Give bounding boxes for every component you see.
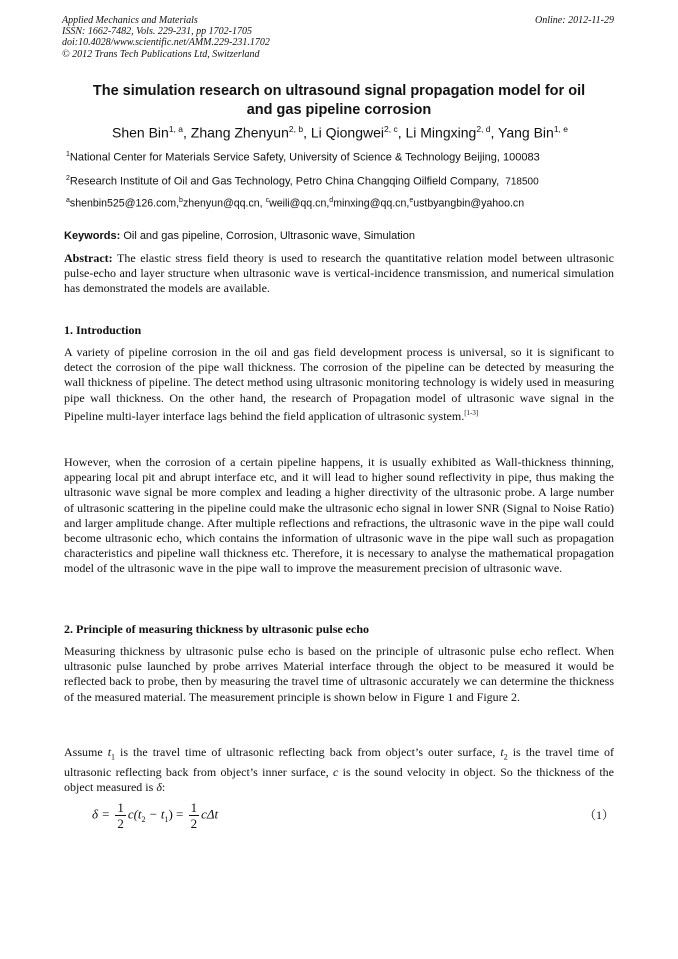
equation-number: （1） [584,808,615,822]
intro-paragraph-1: A variety of pipeline corrosion in the oil and gas field development process is universal, so it is significant to detect the corrosion of the pipe wall thickness. The corrosion of the pipeline can be detected by measuring the wall thickness of pipeline. The detect method using ultrasonic monitoring technology is widely used in measuring pipe wall thickness. On the other hand, the research of Propagation model of ultrasonic wave signal in the Pipeline multi-layer interface lags behind the field application of ultrasonic system.[1-3] [64,345,614,423]
principle-paragraph-2: Assume $t_1$ is the travel time of ultrasonic reflecting back from object’s outer surface, $t_2$ is the travel time of ultrasonic reflecting back from object’s inner surface, c is the sound velocity in object. So the thickness of the object measured is δ: [64,745,615,794]
abstract-label: Abstract: [64,251,113,265]
title-line-2: and gas pipeline corrosion [246,102,432,118]
author-sup: 2, d [476,124,491,134]
email-address[interactable]: minxing@qq.cn, [333,197,410,210]
affiliation-1: $^1$National Center for Materials Service Safety, University of Science & Technology Beijing, 100083 [66,151,540,164]
author-sup: 1, a [168,124,184,134]
doi-line[interactable]: doi:10.4028/www.scientific.net/AMM.229-231.1702 [62,37,270,49]
keywords-label: Keywords: [64,230,121,242]
keywords [64,230,415,242]
principle-paragraph-1: Measuring thickness by ultrasonic pulse echo is based on the principle of ultrasonic pulse echo reflect. When ultrasonic pulse launched by probe arrives Material interface through the object to be measured it would be reflected back to probe, then by measuring the travel time of ultrasonic accurately we can determine the thickness of the measured material. The measurement principle is shown below in Figure 1 and Figure 2. [64,644,614,704]
fraction-half: $\frac{1}{2}$ [190,800,198,831]
fraction-half: $\frac{1}{2}$ [117,800,124,831]
online-date: Online: 2012-11-29 [535,15,614,26]
author-name: Zhang Zhenyun [190,124,289,141]
citation-ref[interactable]: [1-3] [464,408,479,417]
equation-1: δ = $\frac{1}{2}$ $c(t_2 - t_1)$ = $\frac{1}{2}$ cΔt [92,800,219,831]
author-sup: 1, e [553,124,568,134]
author-name: Shen Bin [112,124,169,141]
email-list: $^a$shenbin525@126.com,$^b$zhenyun@qq.cn, $^c$weili@qq.cn,$^d$minxing@qq.cn,$^e$ustbyangbin@yahoo.cn [66,197,525,210]
title-line-1: The simulation research on ultrasound signal propagation model for oil [92,83,586,99]
abstract [64,251,614,297]
author-sup: 2, c [384,124,398,134]
author-sup: 2, b [288,124,304,134]
keywords-text: Oil and gas pipeline, Corrosion, Ultrasonic wave, Simulation [123,230,415,242]
section-2-heading: 2. Principle of measuring thickness by ultrasonic pulse echo [64,622,370,636]
author-name: Yang Bin [498,124,554,141]
email-address[interactable]: ustbyangbin@yahoo.cn [413,197,525,210]
section-1-heading: 1. Introduction [64,323,142,337]
affiliation-2: $^2$Research Institute of Oil and Gas Technology, Petro China Changqing Oilfield Company, 718500 [66,175,539,188]
journal-header [62,15,270,60]
paper-title [52,82,626,120]
email-address[interactable]: zhenyun@qq.cn, [182,197,263,210]
email-address[interactable]: shenbin525@126.com, [69,197,180,210]
author-name: Li Qiongwei [310,124,384,141]
abstract-text: The elastic stress field theory is used to research the quantitative relation model between ultrasonic pulse-echo and layer structure when ultrasonic wave is vertical-incidence transmission, and numerical simulation has demonstrated the models are available. [64,251,614,296]
copyright-line: © 2012 Trans Tech Publications Ltd, Switzerland [62,48,260,60]
email-address[interactable]: weili@qq.cn, [269,197,330,210]
journal-name: Applied Mechanics and Materials [62,15,198,26]
author-name: Li Mingxing [405,124,477,141]
issn-line: ISSN: 1662-7482, Vols. 229-231, pp 1702-1705 [62,26,252,38]
intro-paragraph-2: However, when the corrosion of a certain pipeline happens, it is usually exhibited as Wall-thickness thinning, appearing local pit and abrupt interface etc, and it will lead to higher sound reflectivity in pipe, thus making the ultrasonic wave signal be more complex and leading a higher directivity of the ultrasonic probe. A large number of ultrasonic scattering in the pipeline could make the ultrasonic echo signal in lower SNR (Signal to Noise Ratio) and larger amplitude change. After multiple reflections and refractions, the ultrasonic wave in the pipe wall could become ultrasonic echo, which contains the information of ultrasonic wave in the pipe wall such as propagation characteristics and pipeline wall thickness etc. Therefore, it is necessary to analyse the mathematical propagation model of the ultrasonic wave in the pipe wall to improve the measurement precision of ultrasonic wave. [64,455,614,576]
author-list: Shen Bin$^{1, a}$, Zhang Zhenyun$^{2, b}$, Li Qiongwei$^{2, c}$, Li Mingxing$^{2, d}$, Yang Bin$^{1, e}$ [112,124,568,141]
